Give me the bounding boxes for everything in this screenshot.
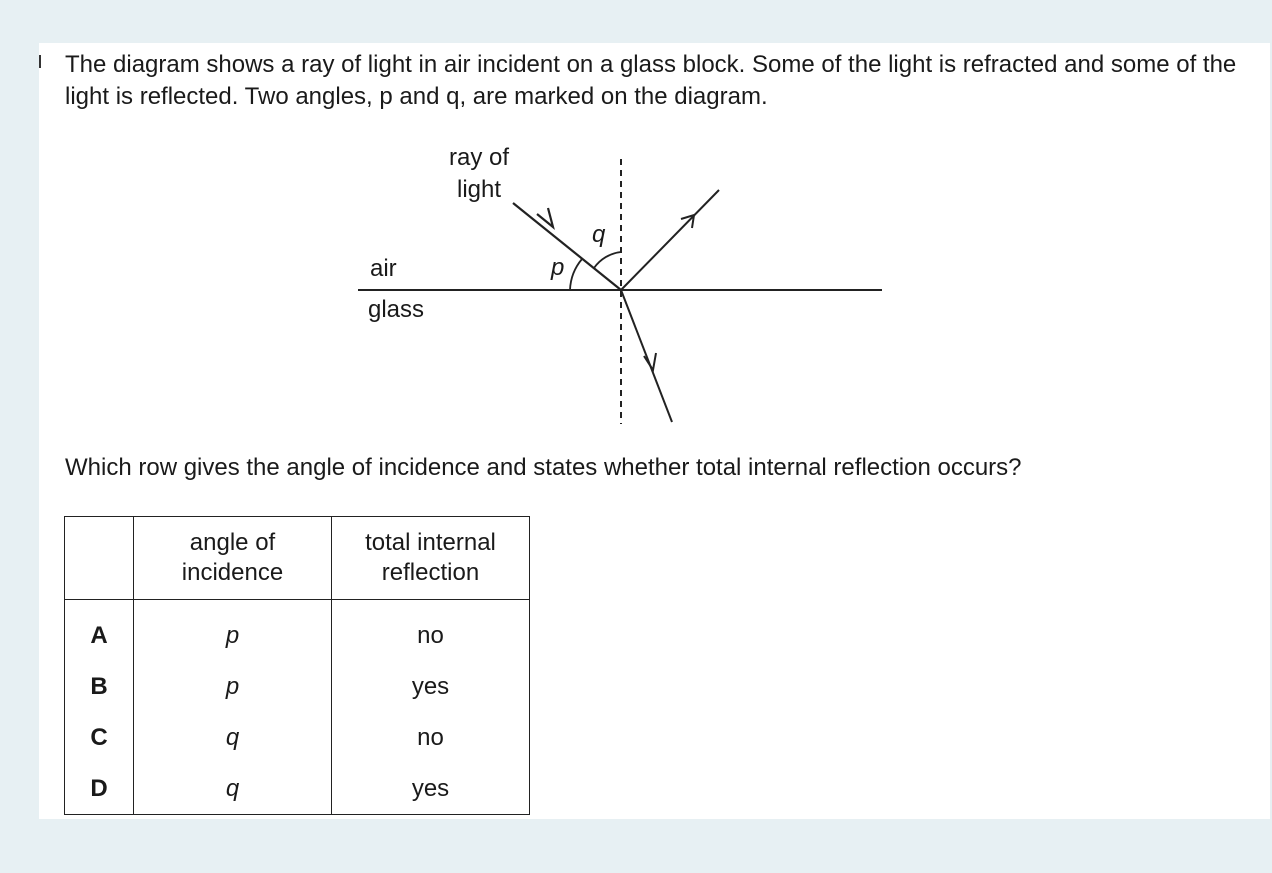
question-intro: The diagram shows a ray of light in air incident on a glass block. Some of the light is refracted and some of the light is reflected. Two angles, p and q, are marked on the diagram. [65,51,1237,110]
row-tir: no [332,712,530,763]
row-tir: yes [332,661,530,712]
header-angle [134,517,332,600]
angle-q-arc [594,252,621,268]
row-key: A [65,600,134,662]
row-key: D [65,763,134,815]
table-row[interactable] [65,712,530,763]
question-sheet [39,43,1270,819]
ray-label-line1: ray of [449,144,510,171]
row-angle: q [134,763,332,815]
header-key [65,517,134,600]
question-prompt: Which row gives the angle of incidence and states whether total internal reflection occurs? [65,454,1022,481]
header-tir-line2: reflection [381,559,480,586]
refracted-ray [621,290,672,422]
angle-q-label: q [592,221,606,248]
air-label: air [370,255,397,282]
reflected-ray [621,190,719,290]
table-header-row [65,517,530,600]
row-angle: q [134,712,332,763]
header-angle-line1: angle of [189,529,276,556]
ray-label-line2: light [457,176,502,203]
row-tir: yes [332,763,530,815]
header-angle-line2: incidence [181,559,284,586]
table-row[interactable] [65,600,530,662]
table-row[interactable] [65,763,530,815]
row-angle: p [134,600,332,662]
header-tir [332,517,530,600]
row-key: B [65,661,134,712]
glass-label: glass [368,296,425,323]
row-angle: p [134,661,332,712]
row-tir: no [332,600,530,662]
answer-table [64,516,530,815]
refraction-diagram [39,43,1270,463]
angle-p-label: p [551,254,565,281]
table-row[interactable] [65,661,530,712]
row-key: C [65,712,134,763]
header-tir-line1: total internal [365,529,496,556]
angle-p-arc [570,259,582,290]
